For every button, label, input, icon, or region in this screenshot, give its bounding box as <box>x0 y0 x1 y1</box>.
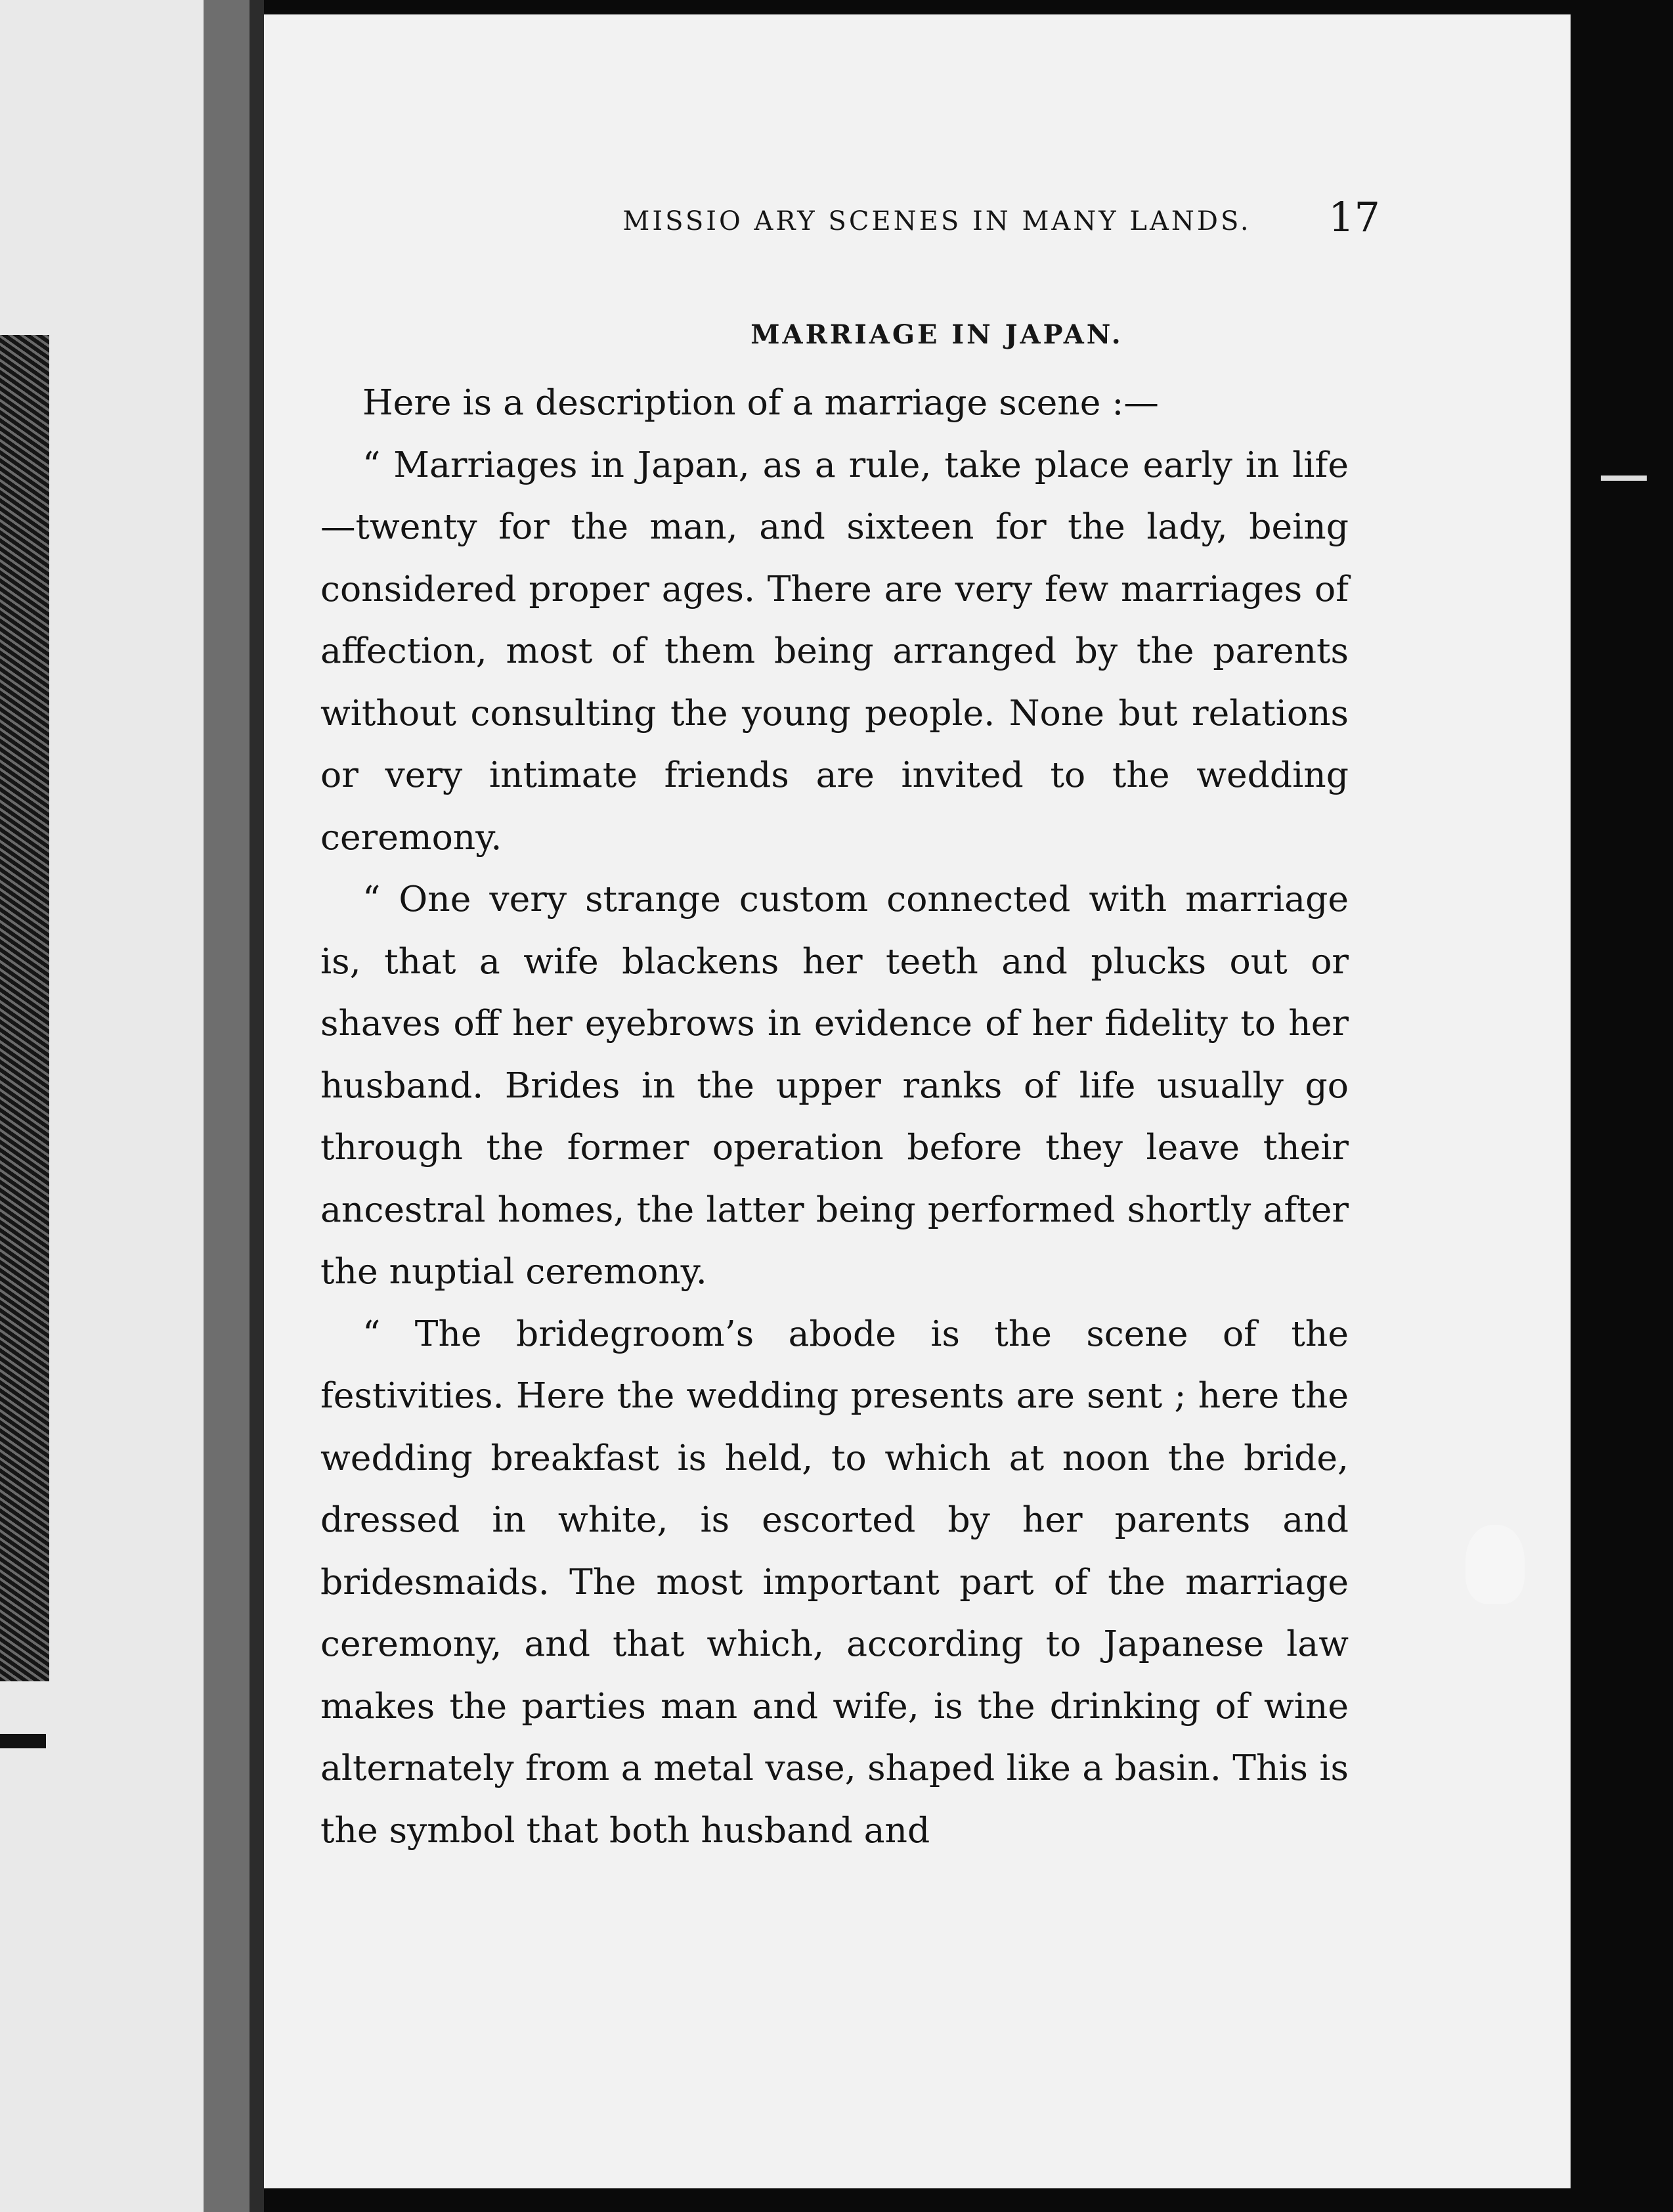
scan-edge-mark <box>1601 476 1647 481</box>
book-page <box>264 14 1571 2188</box>
paragraph: “ One very strange custom connected with marriage is, that a wife blackens her teeth and plucks out or shaves off her eyebrows in evidence of her fidelity to her husband. Brides in the upper ranks of life usually go through the former operation before they leave their ancestral homes, the latter being performed shortly after the nuptial ceremony. <box>320 878 1349 1292</box>
paragraph: “ Marriages in Japan, as a rule, take place early in life—twenty for the man, and sixteen for the lady, being considered proper ages. There are very few marriages of affection, most of them being arranged by the parents without consulting the young people. None but relations or very intimate friends are invited to the wedding ceremony. <box>320 443 1349 858</box>
engraving-base-rule <box>0 1734 46 1748</box>
running-head: MISSIO ARY SCENES IN MANY LANDS. <box>622 206 1251 236</box>
paper-blot <box>1466 1525 1525 1604</box>
body-text <box>320 372 1349 1861</box>
gutter-shadow <box>250 0 264 2212</box>
page-number: 17 <box>1328 193 1380 241</box>
paragraph: “ The bridegroom’s abode is the scene of the festivities. Here the wedding presents are sent ; here the wedding breakfast is held, to which at noon the bride, dressed in white, is escorted by her parents and bridesmaids. The most important part of the marriage ceremony, and that which, according to Japanese law makes the parties man and wife, is the drinking of wine alternately from a metal vase, shaped like a basin. This is the symbol that both husband and <box>320 1312 1349 1851</box>
section-title: MARRIAGE IN JAPAN. <box>750 319 1123 350</box>
paragraph: Here is a description of a marriage scene :— <box>362 382 1159 423</box>
previous-page-edge <box>0 0 204 2212</box>
engraving-illustration-fragment <box>0 335 49 1681</box>
book-gutter <box>204 0 250 2212</box>
